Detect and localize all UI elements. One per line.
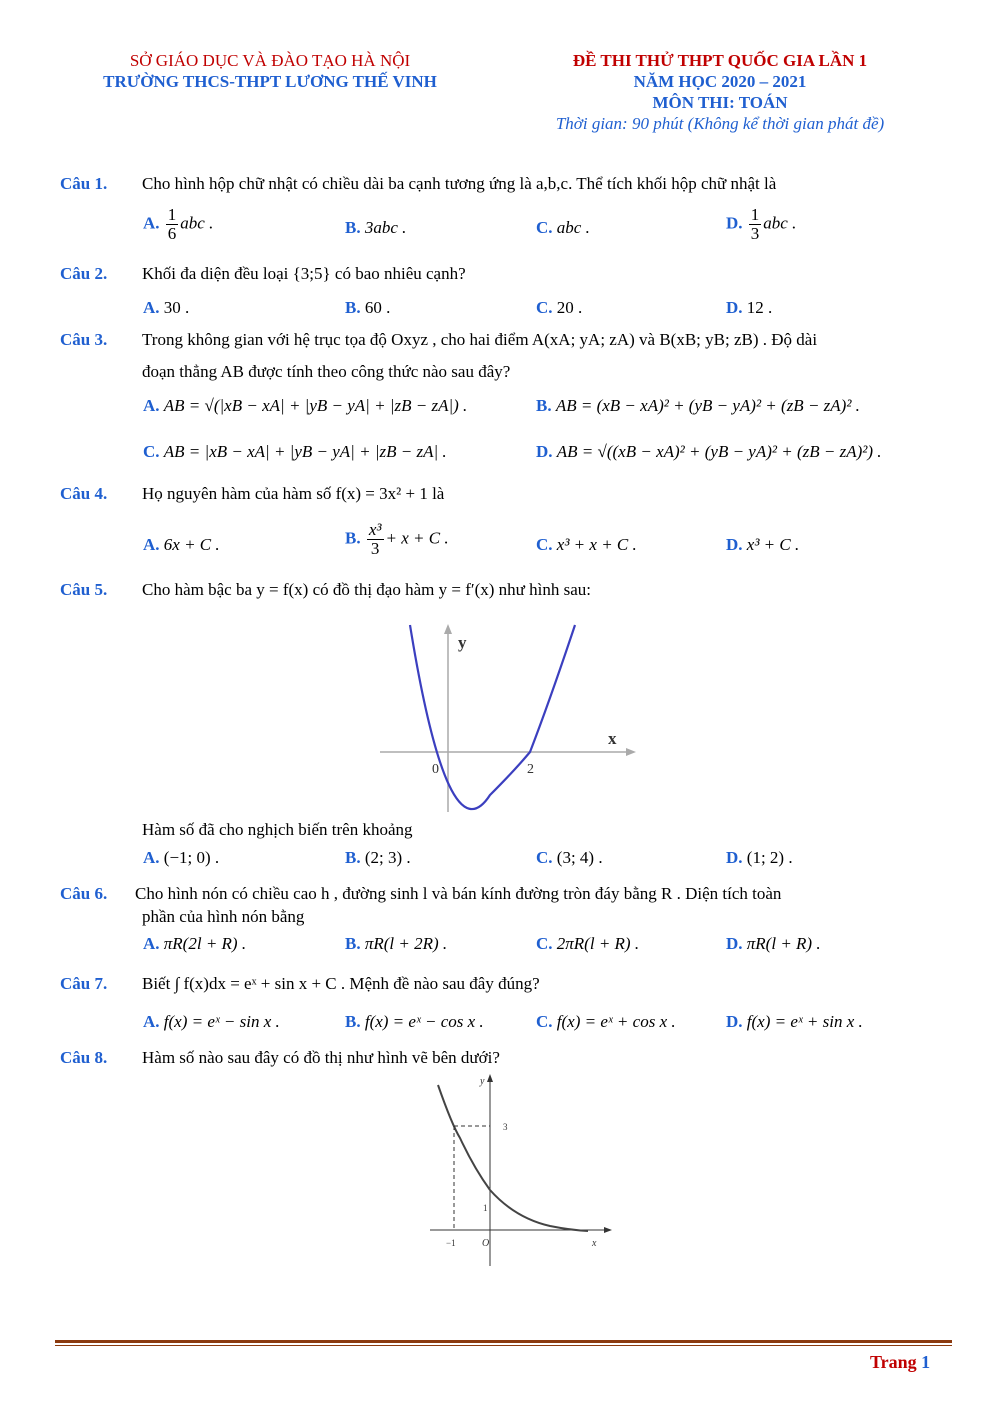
q5-option-a[interactable]: A. (−1; 0) .	[143, 848, 220, 867]
subject: MÔN THI: TOÁN	[652, 93, 788, 112]
q5-derivative-graph	[370, 620, 640, 815]
tick-2-label: 2	[527, 762, 534, 777]
q6-text-cont: phần của hình nón bằng	[142, 907, 305, 926]
q3-option-a[interactable]: A. AB = √(|xB − xA| + |yB − yA| + |zB − zA|) .	[143, 396, 468, 415]
origin-label: O	[482, 1238, 490, 1249]
q4-option-a[interactable]: A. 6x + C .	[143, 535, 220, 554]
q8-label: Câu 8.	[60, 1048, 108, 1067]
x-axis-arrow	[604, 1227, 612, 1233]
q2-label: Câu 2.	[60, 264, 108, 283]
q3-option-d[interactable]: D. AB = √((xB − xA)² + (yB − yA)² + (zB − zA)²) .	[536, 442, 882, 461]
tick-1-label: 1	[483, 1203, 488, 1213]
q5-text: Cho hàm bậc ba y = f(x) có đồ thị đạo hàm y = f′(x) như hình sau:	[142, 580, 591, 599]
q5-label: Câu 5.	[60, 580, 108, 599]
q1-option-b[interactable]: B. 3abc .	[345, 218, 407, 237]
q4-text: Họ nguyên hàm của hàm số f(x) = 3x² + 1 là	[142, 484, 445, 503]
header-right	[500, 50, 940, 134]
q4-option-c[interactable]: C. x³ + x + C .	[536, 535, 637, 554]
q8-text: Hàm số nào sau đây có đồ thị như hình vẽ bên dưới?	[142, 1048, 500, 1067]
q3-option-c[interactable]: C. AB = |xB − xA| + |yB − yA| + |zB − zA| .	[143, 442, 447, 461]
x-axis-arrow	[626, 748, 636, 756]
q6-option-b[interactable]: B. πR(l + 2R) .	[345, 934, 448, 953]
dept-name: SỞ GIÁO DỤC VÀ ĐÀO TẠO HÀ NỘI	[129, 51, 411, 70]
q2-option-b[interactable]: B. 60 .	[345, 298, 391, 317]
q2-option-c[interactable]: C. 20 .	[536, 298, 583, 317]
tick-3-label: 3	[503, 1122, 508, 1132]
q7-option-d[interactable]: D. f(x) = eˣ + sin x .	[726, 1012, 863, 1031]
q3-text: Trong không gian với hệ trục tọa độ Oxyz , cho hai điểm A(xA; yA; zA) và B(xB; yB; zB) . Độ dài	[142, 330, 818, 349]
time-limit: Thời gian: 90 phút (Không kể thời gian phát đề)	[555, 114, 885, 133]
school-name: TRƯỜNG THCS-THPT LƯƠNG THẾ VINH	[103, 72, 437, 91]
q6-text: Cho hình nón có chiều cao h , đường sinh l và bán kính đường tròn đáy bằng R . Diện tích toàn	[135, 884, 782, 903]
q1-option-d[interactable]: D. $\frac{1}{3}$ abc .	[726, 205, 797, 243]
q8-exponential-graph	[420, 1070, 620, 1270]
x-label: x	[592, 1238, 597, 1249]
y-label: y	[458, 633, 467, 652]
q4-label: Câu 4.	[60, 484, 108, 503]
q4-option-b[interactable]: B. $\frac{\text{x³}}{3}$ + x + C .	[345, 520, 449, 558]
page-number: Trang 1	[870, 1352, 931, 1372]
q7-option-a[interactable]: A. f(x) = eˣ − sin x .	[143, 1012, 280, 1031]
q4-option-d[interactable]: D. x³ + C .	[726, 535, 800, 554]
q5-option-b[interactable]: B. (2; 3) .	[345, 848, 411, 867]
derivative-curve	[410, 625, 575, 809]
q7-option-c[interactable]: C. f(x) = eˣ + cos x .	[536, 1012, 676, 1031]
q1-option-a[interactable]: A. $\frac{1}{6}$ abc .	[143, 205, 214, 243]
y-axis-arrow	[487, 1074, 493, 1082]
exam-title: ĐỀ THI THỬ THPT QUỐC GIA LẦN 1	[572, 51, 868, 70]
x-label: x	[608, 729, 617, 748]
q2-option-a[interactable]: A. 30 .	[143, 298, 190, 317]
q6-label: Câu 6.	[60, 884, 108, 903]
q1-label: Câu 1.	[60, 174, 108, 193]
y-axis-arrow	[444, 624, 452, 634]
q3-option-b[interactable]: B. AB = (xB − xA)² + (yB − yA)² + (zB − zA)² .	[536, 396, 860, 415]
q7-text: Biết ∫ f(x)dx = eˣ + sin x + C . Mệnh đề nào sau đây đúng?	[142, 974, 540, 993]
school-year: NĂM HỌC 2020 – 2021	[633, 72, 807, 91]
q1-option-c[interactable]: C. abc .	[536, 218, 590, 237]
q3-text-cont: đoạn thẳng AB được tính theo công thức nào sau đây?	[142, 362, 511, 381]
footer-divider-thick	[55, 1340, 952, 1343]
exp-curve	[438, 1085, 588, 1231]
y-label: y	[480, 1076, 485, 1087]
footer-divider-thin	[55, 1345, 952, 1346]
header-left	[55, 50, 485, 92]
origin-label: 0	[432, 762, 439, 777]
q2-option-d[interactable]: D. 12 .	[726, 298, 773, 317]
q5-option-d[interactable]: D. (1; 2) .	[726, 848, 793, 867]
q6-option-a[interactable]: A. πR(2l + R) .	[143, 934, 247, 953]
q6-option-c[interactable]: C. 2πR(l + R) .	[536, 934, 640, 953]
q7-option-b[interactable]: B. f(x) = eˣ − cos x .	[345, 1012, 484, 1031]
q1-text: Cho hình hộp chữ nhật có chiều dài ba cạnh tương ứng là a,b,c. Thể tích khối hộp chữ nhật là	[142, 174, 777, 193]
q6-option-d[interactable]: D. πR(l + R) .	[726, 934, 821, 953]
q3-label: Câu 3.	[60, 330, 108, 349]
q5-option-c[interactable]: C. (3; 4) .	[536, 848, 603, 867]
q7-label: Câu 7.	[60, 974, 108, 993]
q5-text-cont: Hàm số đã cho nghịch biến trên khoảng	[142, 820, 413, 839]
tick-neg1-label: −1	[446, 1238, 456, 1248]
q2-text: Khối đa diện đều loại {3;5} có bao nhiêu cạnh?	[142, 264, 466, 283]
